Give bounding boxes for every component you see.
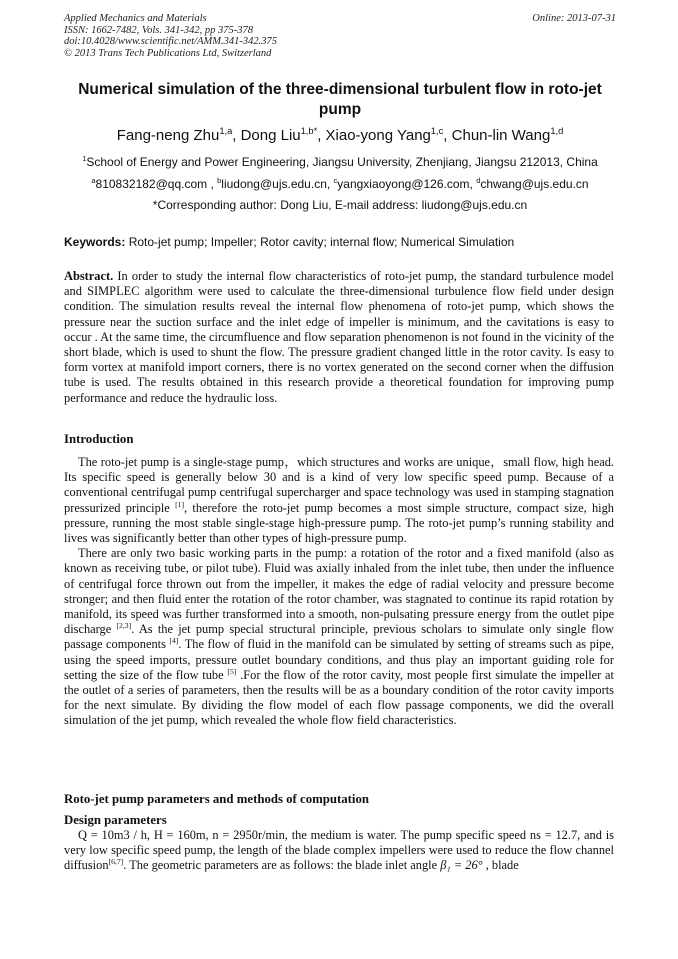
author-name: Dong Liu (240, 127, 301, 144)
introduction-body (64, 455, 614, 729)
keywords-label: Keywords: (64, 235, 126, 249)
online-date: Online: 2013-07-31 (532, 13, 616, 24)
citation[interactable]: [6,7] (108, 857, 124, 867)
email-link[interactable]: yangxiaoyong@126.com, (337, 177, 477, 191)
citation[interactable]: [1] (175, 499, 185, 509)
citation[interactable]: [4] (169, 636, 179, 646)
corresponding-author: *Corresponding author: Dong Liu, E-mail address: liudong@ujs.edu.cn (152, 198, 528, 212)
paragraph: There are only two basic working parts in the pump: a rotation of the rotor and a fixed manifold (also as known as receiving tube, or pilot tube). Fluid was axially inhaled from the inlet tube, then under the influence of centrifugal force thrown out from the impeller, it makes the edge of radial velocity and pressure become stronger; and then fluid enter the rotation of the rotor chamber, was stagnated to continue its rapid rotation by manifold, its speed was further transformed into a smooth, non-pulsating pressure energy from the outlet pipe discharge [2,3]. As the jet pump special structural principle, previous scholars to simulate only single flow passage components [4]. The flow of fluid in the manifold can be simulated by setting of streams such as pipe, using the speed imports, pressure outlet boundary conditions, and thus play an important guiding role for setting the size of the flow tube [5] .For the flow of the rotor cavity, most people first simulate the impeller at the outlet of a series of parameters, then the results will be as a boundary condition of the rotor cavity imports for the next simulate. By dividing the flow model of each flow passage components, we did the overall simulation of the jet pump, which revealed the whole flow field characteristics. (64, 546, 615, 728)
keywords (64, 234, 616, 250)
journal-header (64, 13, 616, 59)
author-name: Fang-neng Zhu (116, 127, 220, 144)
abstract-label: Abstract. (64, 269, 114, 283)
author-affil-sup: 1,a (219, 126, 233, 136)
copyright-line: © 2013 Trans Tech Publications Ltd, Switzerland (64, 47, 272, 59)
author-affil-sup: 1,b* (300, 126, 318, 136)
keywords-text: Roto-jet pump; Impeller; Rotor cavity; internal flow; Numerical Simulation (128, 235, 515, 249)
email-list: $^a$810832182@qq.com , $^b$liudong@ujs.edu.cn, $^c$yangxiaoyong@126.com, $^d$chwang@ujs.edu.cn (91, 176, 589, 191)
paragraph: The roto-jet pump is a single-stage pump，which structures and works are unique，small flow, high head. Its specific speed is generally below 30 and is a kind of very low specific speed pump. Because of a conventional centrifugal pump centrifugal supercharger and space technology was used in stamping stagnation pressurized principle [1], therefore the roto-jet pump becomes a most simple structure, compact size, high pressure, running the most stable single-stage high-pressure pump. The roto-jet pump’s running stability and lives was significantly better than other types of high-pressure pump. (64, 455, 614, 546)
section-heading-parameters: Roto-jet pump parameters and methods of computation (64, 792, 369, 806)
author-name: Xiao-yong Yang (325, 127, 431, 144)
citation[interactable]: [2,3] (116, 621, 132, 631)
doi-line[interactable]: doi:10.4028/www.scientific.net/AMM.341-342.375 (64, 36, 277, 47)
design-parameters-body (64, 828, 614, 874)
paper-title: Numerical simulation of the three-dimensional turbulent flow in roto-jet pump (78, 81, 602, 118)
journal-name: Applied Mechanics and Materials (64, 13, 207, 24)
citation[interactable]: [5] (227, 666, 237, 676)
issn-line: ISSN: 1662-7482, Vols. 341-342, pp 375-378 (64, 24, 253, 36)
abstract-text: In order to study the internal flow characteristics of roto-jet pump, the standard turbulence model and SIMPLEC algorithm were used to calculate the three-dimensional turbulence flow field under design condition. The simulation results reveal the internal flow phenomena of roto-jet pump, which shows the pressure near the suction surface and the inlet edge of impeller is minimum, and the cavitations is easy to occur . At the same time, the circumfluence and flow separation phenomenon is not found in the vicinity of the short blade, which is used to shunt the flow. The pressure gradient changed little in the rotor cavity. Is easy to form vortex at manifold import corners, there is no vortex generated on the second corner when the diffusion tube is used. The results obtained in this research provide a theoretical foundation for improving pump performance and reduce the hydraulic loss. (64, 269, 614, 405)
author-list: Fang-neng Zhu$^{1,a}$, Dong Liu$^{1,b*}$, Xiao-yong Yang$^{1,c}$, Chun-lin Wang$^{1,d}$ (116, 126, 564, 144)
email-link[interactable]: chwang@ujs.edu.cn (480, 177, 589, 191)
email-link[interactable]: 810832182@qq.com , (95, 177, 218, 191)
affiliation: $^1$School of Energy and Power Engineering, Jiangsu University, Zhenjiang, Jiangsu 212013, China (82, 154, 598, 169)
subsection-heading-design: Design parameters (64, 813, 167, 827)
email-link[interactable]: liudong@ujs.edu.cn, (221, 177, 334, 191)
author-affil-sup: 1,c (430, 126, 444, 136)
author-name: Chun-lin Wang (451, 127, 551, 144)
paragraph: Q = 10m3 / h, H = 160m, n = 2950r/min, the medium is water. The pump specific speed ns = 12.7, and is very low specific speed pump, the length of the blade complex impellers were used to reduce the flow channel diffusion[6,7]. The geometric parameters are as follows: the blade inlet angle β₁ = 26° , blade (64, 828, 614, 873)
inlet-angle-formula: β₁ = 26° (440, 858, 483, 873)
author-affil-sup: 1,d (550, 126, 564, 136)
section-heading-introduction: Introduction (64, 432, 134, 446)
abstract (64, 269, 614, 406)
